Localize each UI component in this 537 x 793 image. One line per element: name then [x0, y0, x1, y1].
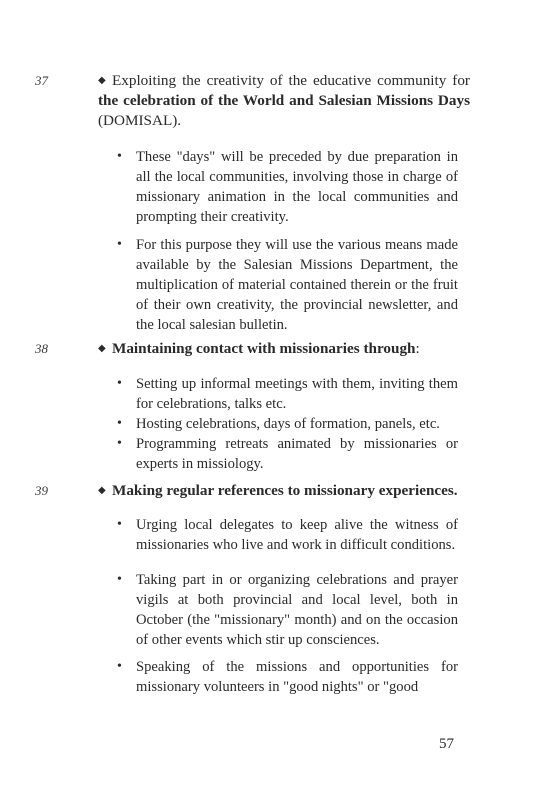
list-item	[117, 147, 458, 227]
list-item-text: These "days" will be preceded by due preparation in all the local communities, involving those in charge of missionary animation in the local communities and prompting their creativity.	[136, 149, 458, 225]
section-heading	[98, 481, 470, 501]
section-outro: :	[415, 340, 420, 357]
diamond-bullet-icon: ◆	[98, 75, 106, 86]
list-item	[117, 657, 458, 697]
section-bold-text: Making regular references to missionary experiences.	[112, 482, 458, 499]
list-item-text: Taking part in or organizing celebrations and prayer vigils at both provincial and local level, both in October (the "missionary" month) and on the occasion of other events which stir up consciences.	[136, 572, 458, 648]
section-outro: (DOMISAL).	[98, 112, 182, 129]
list-item	[117, 515, 458, 555]
section-bold-text: Maintaining contact with missionaries through	[112, 340, 416, 357]
bullet-icon: •	[117, 659, 122, 674]
list-item	[117, 414, 458, 434]
list-item-text: Programming retreats animated by missionaries or experts in missiology.	[136, 436, 458, 472]
list-item	[117, 570, 458, 650]
page-number: 57	[439, 736, 454, 752]
list-item	[117, 434, 458, 474]
section-number: 39	[35, 483, 48, 498]
bullet-icon: •	[117, 376, 122, 391]
list-item-text: Speaking of the missions and opportunities for missionary volunteers in "good nights" or "good	[136, 659, 458, 695]
bullet-icon: •	[117, 416, 122, 431]
list-item-text: Urging local delegates to keep alive the witness of missionaries who live and work in difficult conditions.	[136, 517, 458, 553]
list-item	[117, 374, 458, 414]
bullet-icon: •	[117, 149, 122, 164]
section-number: 38	[35, 341, 48, 356]
bullet-icon: •	[117, 436, 122, 451]
section-bold-text: the celebration of the World and Salesian Missions Days	[98, 92, 470, 109]
diamond-bullet-icon: ◆	[98, 485, 106, 496]
list-item-text: Setting up informal meetings with them, inviting them for celebrations, talks etc.	[136, 376, 458, 412]
list-item-text: Hosting celebrations, days of formation, panels, etc.	[136, 416, 440, 432]
list-item-text: For this purpose they will use the various means made available by the Salesian Missions Department, the multiplication of material contained therein or the fruit of their own creativity, the provincial newsletter, and the local salesian bulletin.	[136, 237, 458, 333]
bullet-icon: •	[117, 237, 122, 252]
bullet-icon: •	[117, 572, 122, 587]
list-item	[117, 235, 458, 335]
diamond-bullet-icon: ◆	[98, 343, 106, 354]
section-heading	[98, 71, 470, 131]
section-heading	[98, 339, 470, 359]
section-number: 37	[35, 73, 48, 88]
section-intro: Exploiting the creativity of the educative community for	[112, 72, 470, 89]
bullet-icon: •	[117, 517, 122, 532]
